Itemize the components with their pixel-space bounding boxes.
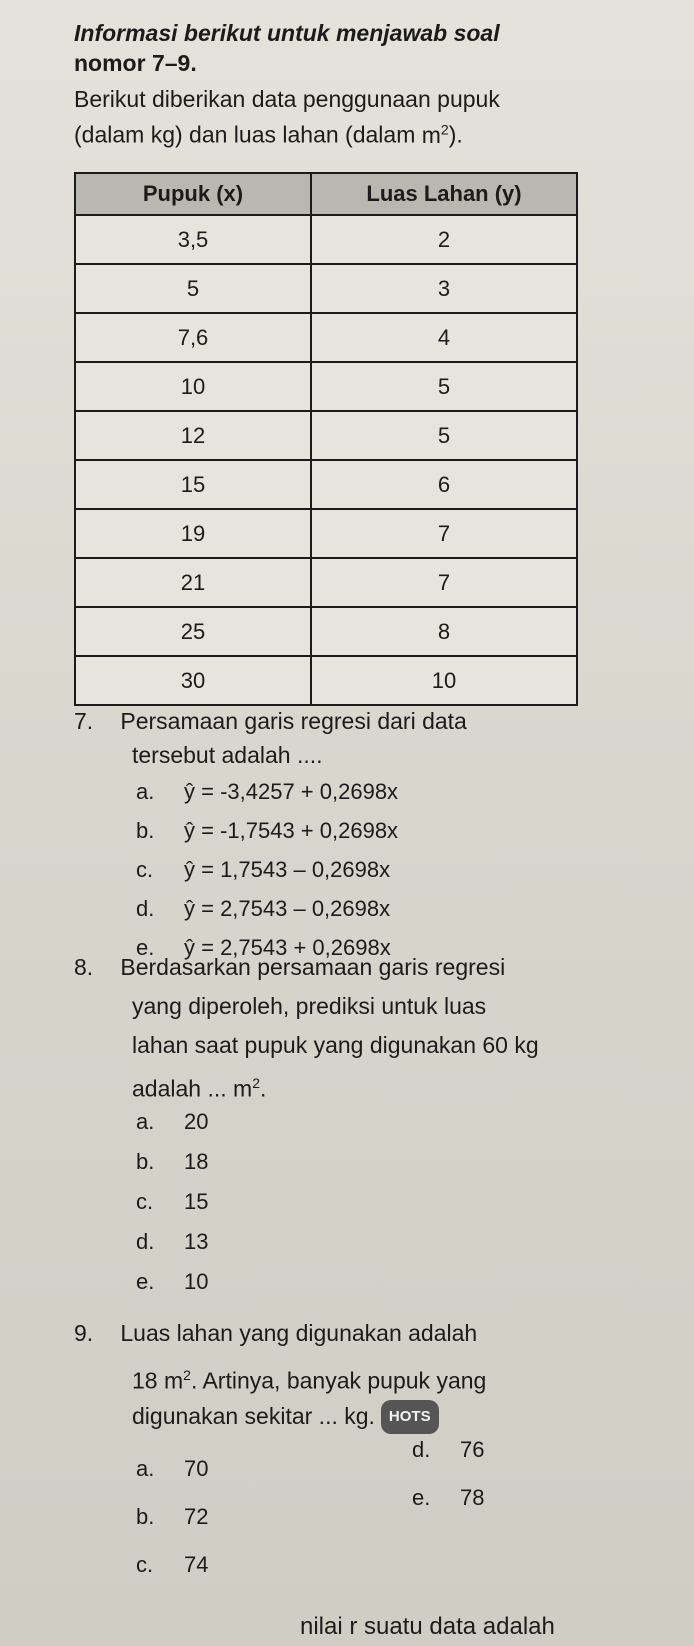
- question-8-option: [136, 1108, 208, 1136]
- option-letter: c.: [136, 1552, 154, 1577]
- table-row: [75, 607, 577, 656]
- option-text: 13: [184, 1229, 209, 1254]
- table-row: [75, 313, 577, 362]
- option-letter: c.: [136, 1189, 154, 1214]
- table-row: [75, 558, 577, 607]
- table-row: [75, 460, 577, 509]
- col-header-luas-lahan: Luas Lahan (y): [311, 173, 577, 215]
- table-row: [75, 411, 577, 460]
- cell-pupuk: 5: [75, 264, 311, 313]
- option-text: 78: [460, 1485, 485, 1510]
- option-text: ŷ = 2,7543 + 0,2698x: [184, 935, 391, 960]
- col-header-pupuk: Pupuk (x): [75, 173, 311, 215]
- option-letter: b.: [136, 1504, 155, 1529]
- cell-pupuk: 15: [75, 460, 311, 509]
- question-7-option: [136, 856, 390, 884]
- cell-luas-lahan: 6: [311, 460, 577, 509]
- table-body: [75, 215, 577, 705]
- question-9-line-2: 18 $m^2$. Artinya, banyak pupuk yang: [132, 1367, 487, 1394]
- cell-pupuk: 7,6: [75, 313, 311, 362]
- cell-pupuk: 21: [75, 558, 311, 607]
- option-text: ŷ = -1,7543 + 0,2698x: [184, 818, 399, 843]
- question-9-sup: 2: [183, 1367, 191, 1383]
- option-letter: b.: [136, 1149, 155, 1174]
- question-7-line-1: Persamaan garis regresi dari data: [120, 708, 467, 734]
- intro-heading: Informasi berikut untuk menjawab soal: [74, 20, 500, 46]
- cell-luas-lahan: 10: [311, 656, 577, 705]
- unit-m2: $m^2$: [421, 121, 449, 148]
- question-8-line-3: lahan saat pupuk yang digunakan 60 kg: [132, 1032, 539, 1058]
- cell-pupuk: 25: [75, 607, 311, 656]
- option-text: 10: [184, 1269, 209, 1294]
- question-8-option: [136, 1228, 208, 1256]
- question-9-line-3-text: digunakan sekitar ... kg.: [132, 1403, 375, 1429]
- question-8-line-4-end: .: [260, 1075, 267, 1102]
- question-8-option: [136, 1268, 208, 1296]
- option-letter: e.: [412, 1485, 431, 1510]
- question-7-line-2: tersebut adalah ....: [132, 742, 323, 768]
- option-text: ŷ = 2,7543 – 0,2698x: [184, 896, 391, 921]
- table-header-row: [75, 173, 577, 215]
- table-row: [75, 215, 577, 264]
- option-text: ŷ = -3,4257 + 0,2698x: [184, 779, 399, 804]
- option-letter: c.: [136, 857, 154, 882]
- question-8-line-2: yang diperoleh, prediksi untuk luas: [132, 993, 487, 1019]
- question-9-option: [136, 1551, 208, 1579]
- question-7: [74, 706, 467, 736]
- option-letter: b.: [136, 818, 155, 843]
- intro-line-2-end: ).: [448, 121, 463, 148]
- option-text: 18: [184, 1149, 209, 1174]
- option-letter: a.: [136, 1456, 155, 1481]
- cell-pupuk: 10: [75, 362, 311, 411]
- cell-luas-lahan: 7: [311, 509, 577, 558]
- cut-off-footer-text: nilai r suatu data adalah: [300, 1613, 555, 1640]
- table-row: [75, 656, 577, 705]
- question-8-sup: 2: [252, 1075, 260, 1091]
- option-text: 20: [184, 1109, 209, 1134]
- question-9-option: [136, 1455, 208, 1483]
- option-letter: a.: [136, 1109, 155, 1134]
- cell-luas-lahan: 3: [311, 264, 577, 313]
- option-letter: d.: [136, 896, 155, 921]
- cell-pupuk: 30: [75, 656, 311, 705]
- option-letter: d.: [412, 1437, 431, 1462]
- hots-badge: HOTS: [381, 1400, 439, 1434]
- table-row: [75, 509, 577, 558]
- cell-luas-lahan: 8: [311, 607, 577, 656]
- cell-luas-lahan: 2: [311, 215, 577, 264]
- table-row: [75, 362, 577, 411]
- question-8-number: 8.: [74, 954, 94, 980]
- option-text: 76: [460, 1437, 485, 1462]
- intro-line-2-text: (dalam kg) dan luas lahan (dalam: [74, 121, 422, 148]
- question-9-line-1: Luas lahan yang digunakan adalah: [120, 1320, 478, 1346]
- question-9: [74, 1318, 477, 1348]
- option-letter: a.: [136, 779, 155, 804]
- question-8-line-4-text: adalah ...: [132, 1075, 234, 1102]
- option-letter: e.: [136, 935, 155, 960]
- cell-luas-lahan: 4: [311, 313, 577, 362]
- option-text: 15: [184, 1189, 209, 1214]
- question-8: [74, 952, 505, 982]
- intro-subheading: nomor 7–9.: [74, 50, 197, 76]
- cell-luas-lahan: 7: [311, 558, 577, 607]
- cell-pupuk: 12: [75, 411, 311, 460]
- cell-pupuk: 19: [75, 509, 311, 558]
- option-text: 72: [184, 1504, 209, 1529]
- question-8-line-1: Berdasarkan persamaan garis regresi: [120, 954, 506, 980]
- unit-sup: 2: [440, 121, 449, 137]
- question-7-option: [136, 895, 390, 923]
- question-9-option: [136, 1503, 208, 1531]
- question-7-option: [136, 778, 398, 806]
- intro-line-2: [74, 114, 674, 150]
- option-text: 74: [184, 1552, 209, 1577]
- question-9-line-2a: 18: [132, 1367, 164, 1394]
- question-8-line-4: adalah ... $m^2$.: [132, 1075, 267, 1102]
- intro-line-1: Berikut diberikan data penggunaan pupuk: [74, 86, 500, 112]
- question-7-option: [136, 817, 398, 845]
- question-9-option: [412, 1484, 484, 1512]
- cell-luas-lahan: 5: [311, 411, 577, 460]
- data-table: [74, 172, 578, 706]
- option-text: 70: [184, 1456, 209, 1481]
- cell-luas-lahan: 5: [311, 362, 577, 411]
- option-letter: d.: [136, 1229, 155, 1254]
- question-9-line-3: [132, 1400, 439, 1434]
- question-8-option: [136, 1148, 208, 1176]
- question-7-number: 7.: [74, 708, 94, 734]
- question-9-option: [412, 1436, 484, 1464]
- cell-pupuk: 3,5: [75, 215, 311, 264]
- question-9-line-2b: . Artinya, banyak pupuk yang: [190, 1367, 487, 1394]
- option-text: ŷ = 1,7543 – 0,2698x: [184, 857, 391, 882]
- question-8-option: [136, 1188, 208, 1216]
- intro-block: [74, 18, 674, 150]
- table-row: [75, 264, 577, 313]
- option-letter: e.: [136, 1269, 155, 1294]
- question-9-number: 9.: [74, 1320, 94, 1346]
